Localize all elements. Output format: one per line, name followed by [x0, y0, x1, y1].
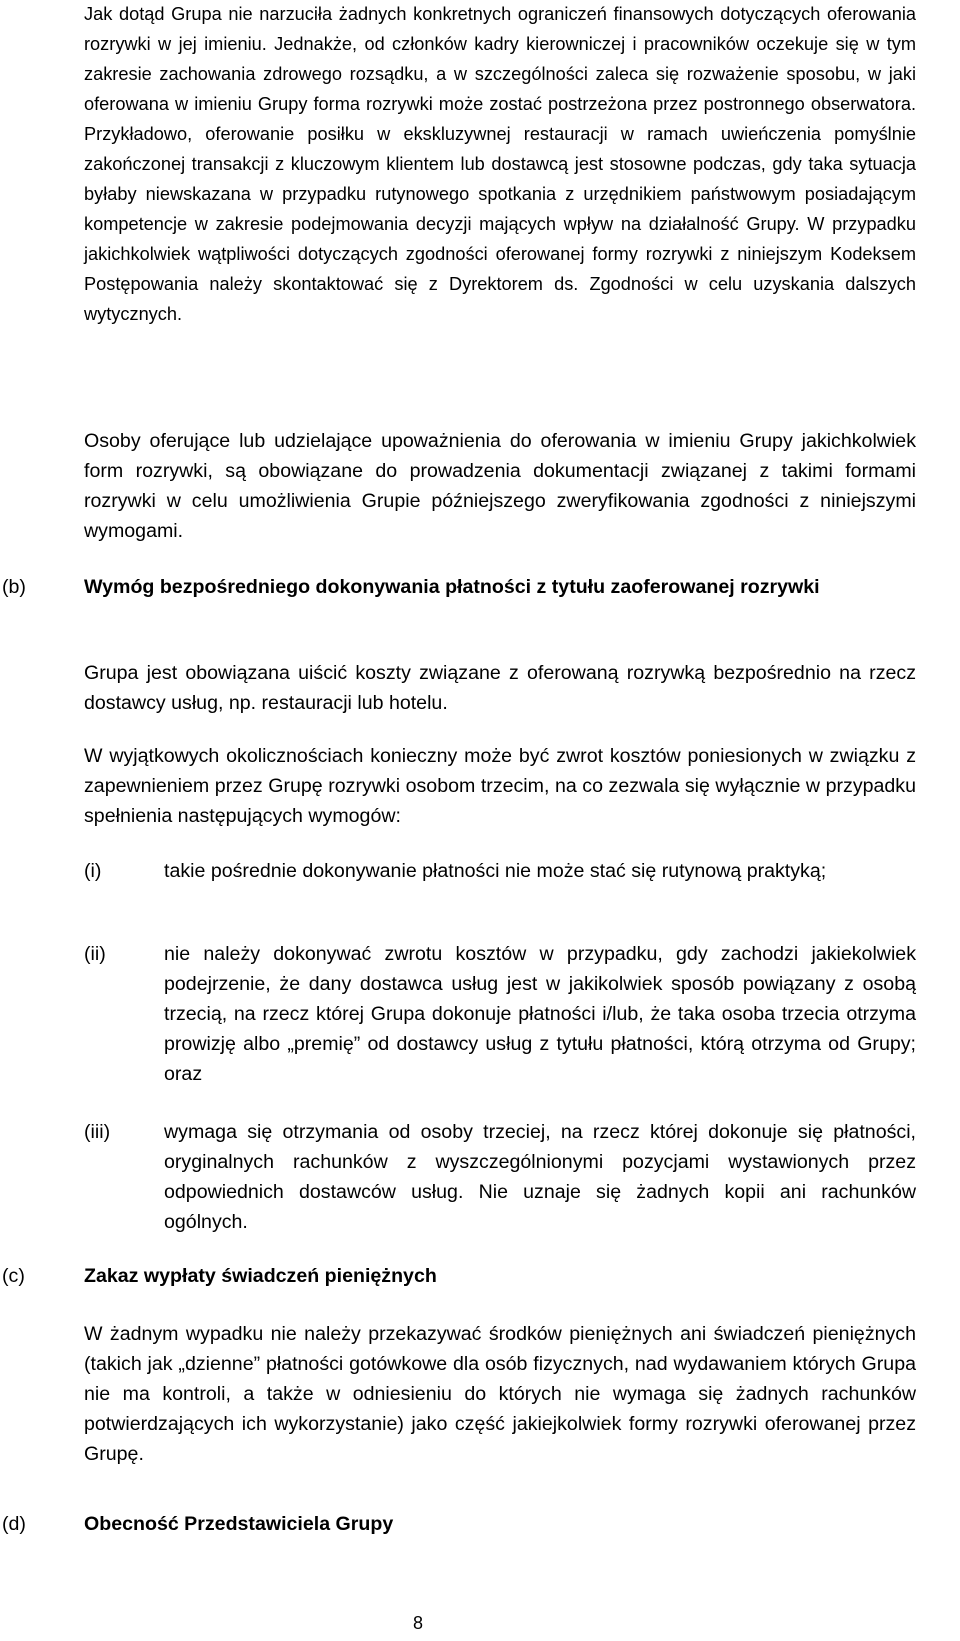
list-item-number: (ii) — [84, 943, 106, 965]
list-item-text: takie pośrednie dokonywanie płatności nie może stać się rutynową praktyką; — [164, 860, 827, 882]
list-item-number: (iii) — [84, 1121, 111, 1143]
list-item-number: (i) — [84, 860, 102, 882]
section-b-paragraph-2: W wyjątkowych okolicznościach konieczny może być zwrot kosztów poniesionych w związku z zapewnieniem przez Grupę rozrywki osobom trzecim, na co zezwala się wyłącznie w przypadku spełnienia następujących wymogów: — [84, 745, 916, 827]
documentation-paragraph: Osoby oferujące lub udzielające upoważnienia do oferowania w imieniu Grupy jakichkolwiek form rozrywki, są obowiązane do prowadzenia dokumentacji związanej z takimi formami rozrywki w celu umożliwienia Grupie późniejszego zweryfikowania zgodności z niniejszymi wymogami. — [84, 430, 916, 542]
page-number-text: 8 — [412, 1613, 423, 1633]
section-b-heading: Wymóg bezpośredniego dokonywania płatności z tytułu zaoferowanej rozrywki — [84, 576, 820, 598]
section-c-letter: (c) — [2, 1265, 25, 1287]
section-d-letter: (d) — [2, 1513, 26, 1535]
section-d-heading: Obecność Przedstawiciela Grupy — [84, 1513, 394, 1535]
page-number — [0, 1611, 960, 1635]
section-c-paragraph-1: W żadnym wypadku nie należy przekazywać środków pieniężnych ani świadczeń pieniężnych (takich jak „dzienne” płatności gotówkowe dla osób fizycznych, nad wydawaniem których Grupa nie ma kontroli, a także w odniesieniu do których nie wymaga się żadnych rachunków potwierdzających ich wykorzystanie) jako część jakiejkolwiek formy rozrywki oferowanej przez Grupę. — [84, 1323, 916, 1465]
list-item-text: wymaga się otrzymania od osoby trzeciej, na rzecz której dokonuje się płatności, oryginalnych rachunków z wyszczególnionymi pozycjami wystawionych przez odpowiednich dostawców usług. Nie uznaje się żadnych kopii ani rachunków ogólnych. — [164, 1121, 916, 1233]
section-b-letter: (b) — [2, 576, 26, 598]
section-c-heading: Zakaz wypłaty świadczeń pieniężnych — [84, 1265, 437, 1287]
list-item-text: nie należy dokonywać zwrotu kosztów w przypadku, gdy zachodzi jakiekolwiek podejrzenie, że dany dostawca usług jest w jakikolwiek sposób powiązany z osobą trzecią, na rzecz której Grupa dokonuje płatności i/lub, że taka osoba trzecia otrzyma prowizję albo „premię” od dostawcy usług z tytułu płatności, którą otrzyma od Grupy; oraz — [164, 943, 916, 1085]
intro-paragraph: Jak dotąd Grupa nie narzuciła żadnych konkretnych ograniczeń finansowych dotyczących oferowania rozrywki w jej imieniu. Jednakże, od członków kadry kierowniczej i pracowników oczekuje się w tym zakresie zachowania zdrowego rozsądku, a w szczególności zaleca się rozważenie sposobu, w jaki oferowana w imieniu Grupy forma rozrywki może zostać postrzeżona przez postronnego obserwatora. Przykładowo, oferowanie posiłku w ekskluzywnej restauracji w ramach uwieńczenia pomyślnie zakończonej transakcji z kluczowym klientem lub dostawcą jest stosowne podczas, gdy taka sytuacja byłaby niewskazana w przypadku rutynowego spotkania z urzędnikiem państwowym posiadającym kompetencje w zakresie podejmowania decyzji mających wpływ na działalność Grupy. W przypadku jakichkolwiek wątpliwości dotyczących zgodności oferowanej formy rozrywki z niniejszym Kodeksem Postępowania należy skontaktować się z Dyrektorem ds. Zgodności w celu uzyskania dalszych wytycznych. — [84, 4, 916, 324]
section-b-paragraph-1: Grupa jest obowiązana uiścić koszty związane z oferowaną rozrywką bezpośrednio na rzecz dostawcy usług, np. restauracji lub hotelu. — [84, 662, 916, 714]
